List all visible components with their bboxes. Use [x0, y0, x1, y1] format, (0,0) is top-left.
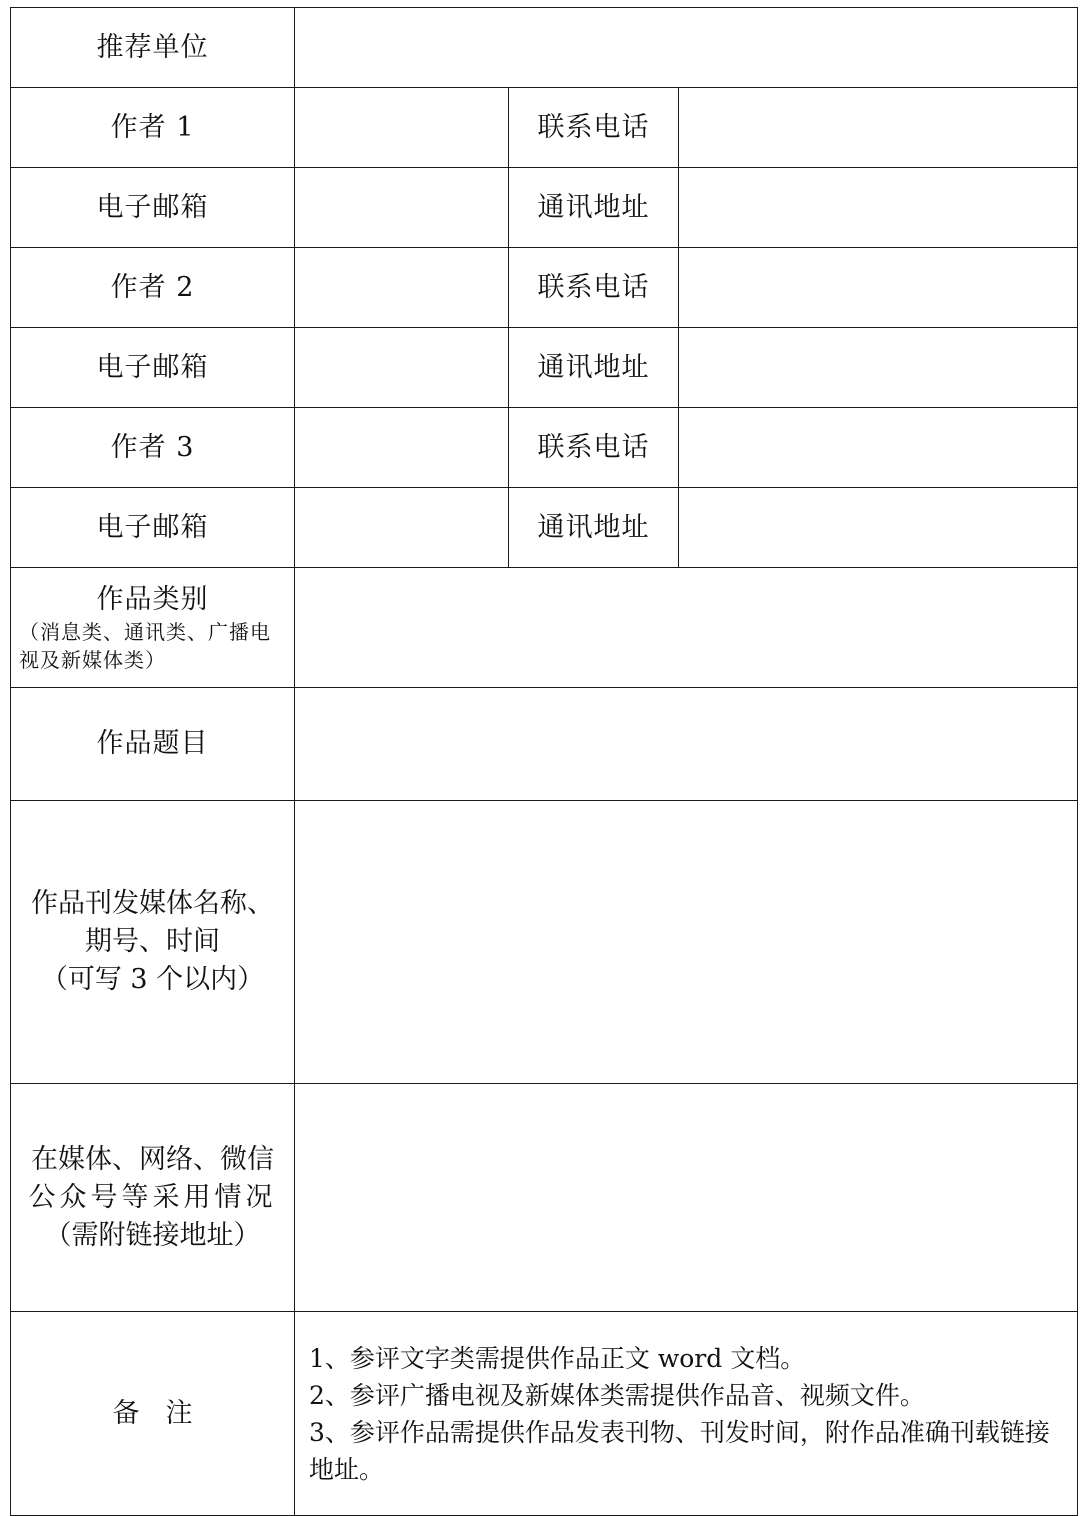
work-title-field[interactable]: [295, 688, 1078, 801]
author-1-phone-field[interactable]: [679, 88, 1078, 168]
media-label-line2: 期号、时间: [85, 926, 220, 957]
notes-label-cell: [11, 1312, 295, 1516]
recommending-unit-label: 推荐单位: [11, 8, 295, 88]
author-2-address-label: 通讯地址: [509, 328, 679, 408]
media-label-line1: 作品刊发媒体名称、: [31, 888, 274, 919]
author-3-address-label: 通讯地址: [509, 488, 679, 568]
row-category: [11, 568, 1078, 688]
author-1-address-label: 通讯地址: [509, 168, 679, 248]
row-media: [11, 801, 1078, 1084]
author-3-phone-label: 联系电话: [509, 408, 679, 488]
row-title: [11, 688, 1078, 801]
category-field[interactable]: [295, 568, 1078, 688]
author-1-phone-label: 联系电话: [509, 88, 679, 168]
author-2-field[interactable]: [295, 248, 509, 328]
author-1-address-field[interactable]: [679, 168, 1078, 248]
author-1-email-field[interactable]: [295, 168, 509, 248]
author-3-phone-field[interactable]: [679, 408, 1078, 488]
row-recommending-unit: [11, 8, 1078, 88]
row-usage: [11, 1084, 1078, 1312]
usage-label-cell: [11, 1084, 295, 1312]
author-2-phone-field[interactable]: [679, 248, 1078, 328]
author-2-address-field[interactable]: [679, 328, 1078, 408]
notes-content: [295, 1312, 1078, 1516]
author-2-email-label: 电子邮箱: [11, 328, 295, 408]
author-3-label: 作者 3: [11, 408, 295, 488]
author-2-label: 作者 2: [11, 248, 295, 328]
author-1-field[interactable]: [295, 88, 509, 168]
work-title-label: 作品题目: [11, 688, 295, 801]
media-field[interactable]: [295, 801, 1078, 1084]
author-3-address-field[interactable]: [679, 488, 1078, 568]
author-3-email-field[interactable]: [295, 488, 509, 568]
media-label-cell: [11, 801, 295, 1084]
row-author-1: [11, 88, 1078, 168]
note-item: 2、参评广播电视及新媒体类需提供作品音、视频文件。: [309, 1380, 925, 1410]
author-3-email-label: 电子邮箱: [11, 488, 295, 568]
usage-field[interactable]: [295, 1084, 1078, 1312]
recommending-unit-field[interactable]: [295, 8, 1078, 88]
author-2-email-field[interactable]: [295, 328, 509, 408]
usage-label-line2: 公众号等采用情况: [28, 1181, 277, 1213]
category-label: 作品类别: [96, 583, 209, 615]
row-author-2: [11, 248, 1078, 328]
media-label-line3: （可写 3 个以内）: [40, 964, 265, 995]
author-1-label: 作者 1: [11, 88, 295, 168]
row-notes: [11, 1312, 1078, 1516]
author-1-email-label: 电子邮箱: [11, 168, 295, 248]
note-item: 1、参评文字类需提供作品正文 word 文档。: [309, 1343, 806, 1373]
author-3-field[interactable]: [295, 408, 509, 488]
submission-form-table: [10, 7, 1078, 1516]
notes-label: 备注: [112, 1397, 219, 1429]
author-2-phone-label: 联系电话: [509, 248, 679, 328]
usage-label-line3: （需附链接地址）: [44, 1219, 261, 1251]
row-author-3: [11, 408, 1078, 488]
category-label-cell: [11, 568, 295, 688]
usage-label-line1: 在媒体、网络、微信: [31, 1143, 274, 1175]
category-hint: （消息类、通讯类、广播电视及新媒体类）: [19, 619, 271, 672]
row-author-3-contact: [11, 488, 1078, 568]
row-author-1-contact: [11, 168, 1078, 248]
note-item: 3、参评作品需提供作品发表刊物、刊发时间，附作品准确刊载链接地址。: [309, 1417, 1050, 1484]
row-author-2-contact: [11, 328, 1078, 408]
